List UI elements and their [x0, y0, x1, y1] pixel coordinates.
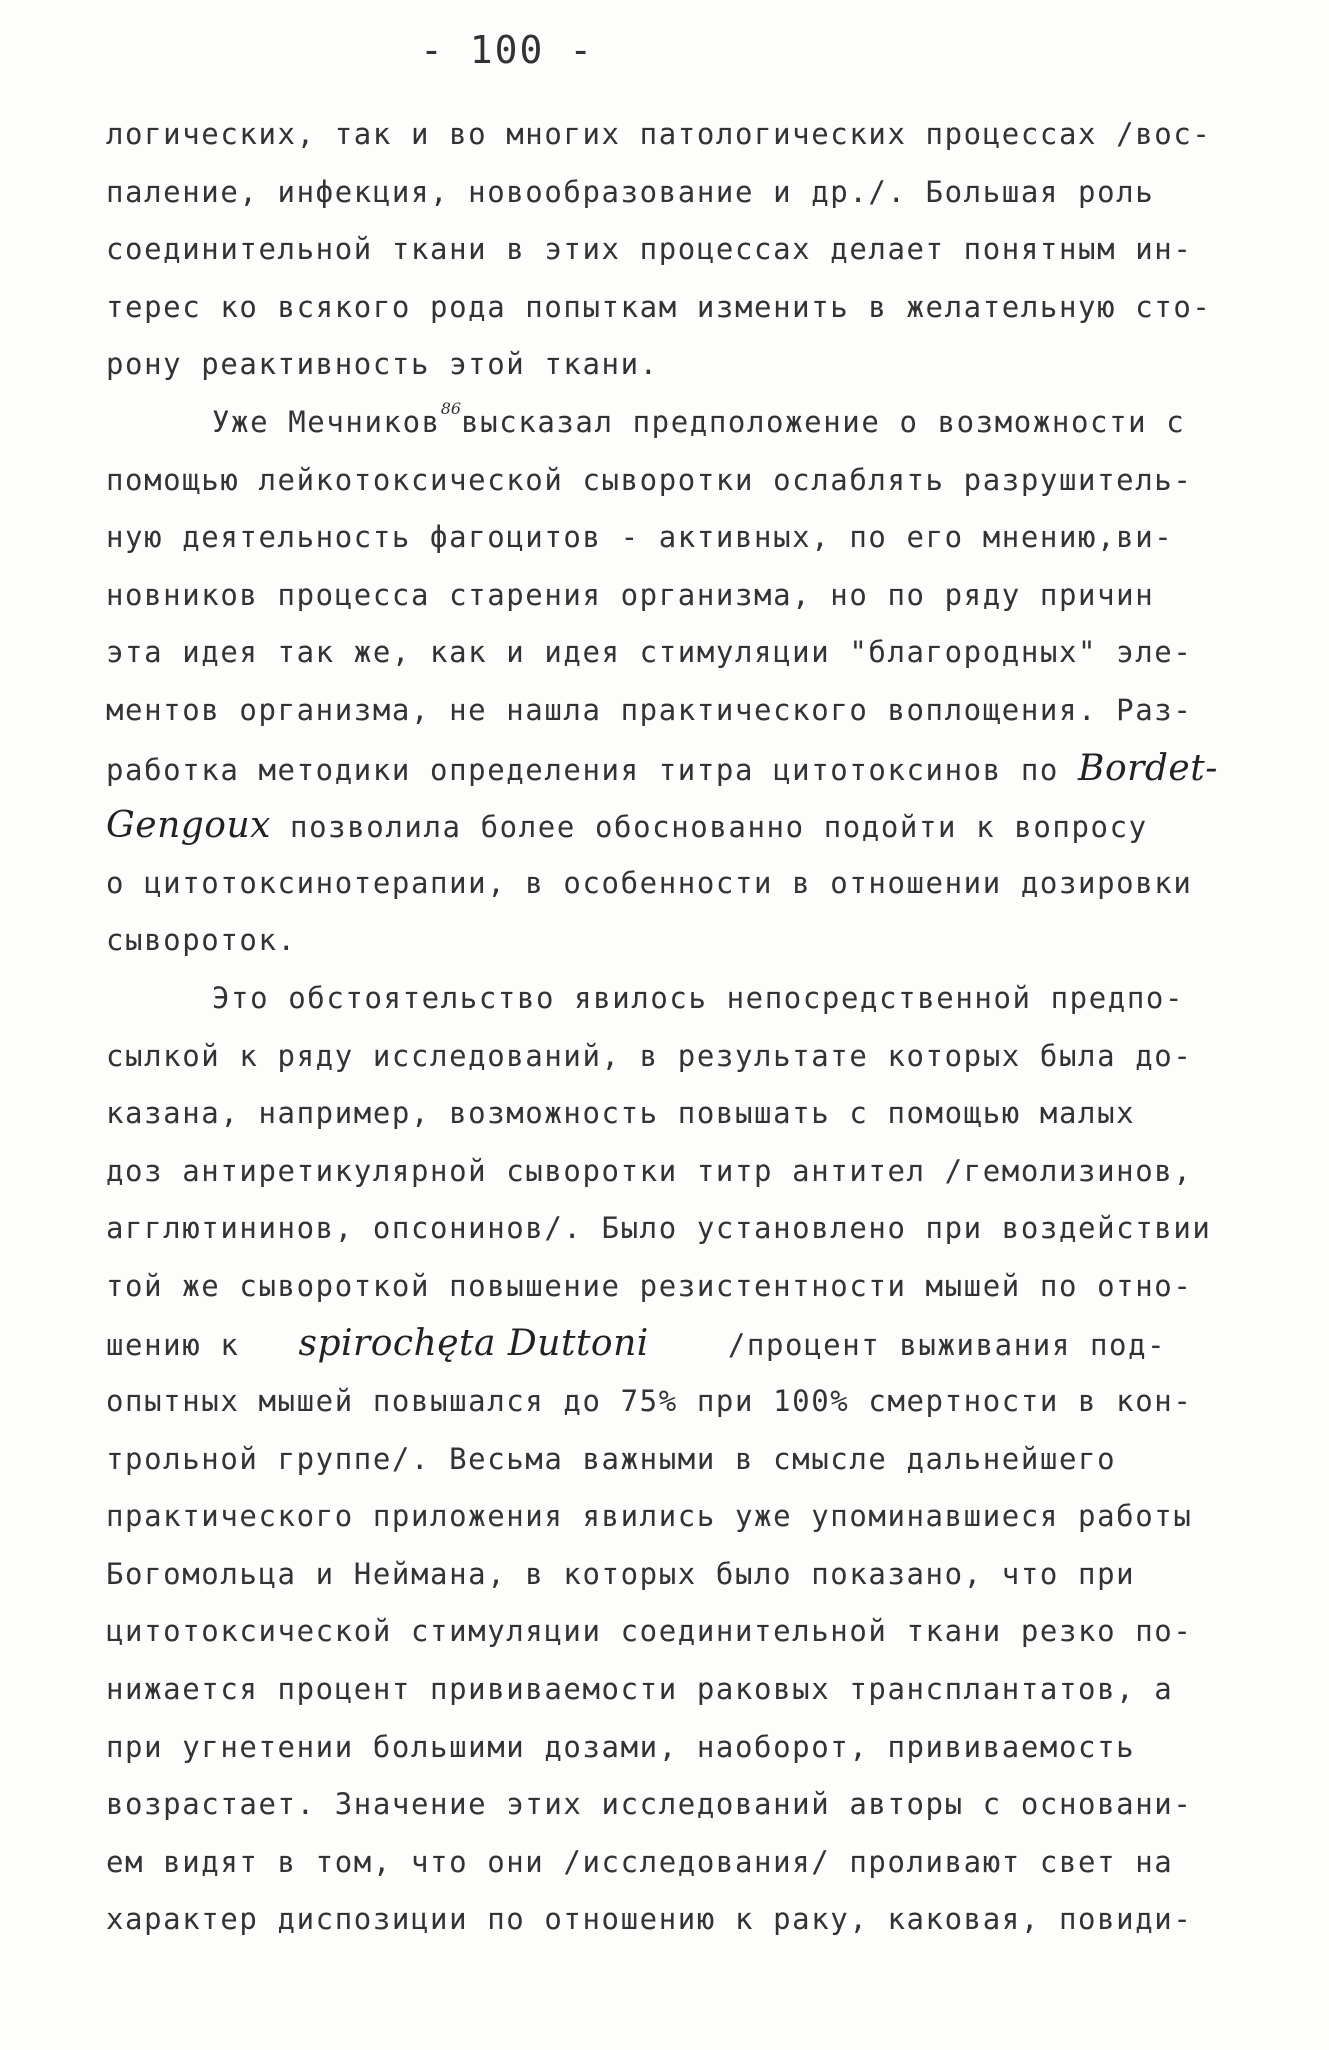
body-text — [106, 106, 1236, 1949]
text-line: ем видят в том, что они /исследования/ проливают свет на — [106, 1844, 1174, 1879]
text-line — [106, 394, 1236, 452]
handwritten-name: Gengoux — [106, 805, 271, 847]
text-line — [106, 740, 1236, 798]
text-line: трольной группе/. Весьма важными в смысле дальнейшего — [106, 1441, 1117, 1476]
text-line: логических, так и во многих патологических процессах /вос- — [106, 117, 1212, 151]
text-segment: работка методики определения титра цитотоксинов по — [106, 752, 1079, 787]
page-number: - 100 - — [420, 28, 595, 72]
text-line: терес ко всякого рода попыткам изменить в желательную сто- — [106, 289, 1212, 324]
text-line: сылкой к ряду исследований, в результате которых была до- — [106, 1038, 1193, 1073]
text-segment: шению к — [106, 1328, 259, 1363]
text-line: новников процесса старения организма, но по ряду причин — [106, 577, 1155, 612]
text-line: эта идея так же, как и идея стимуляции "благородных" эле- — [106, 635, 1193, 670]
text-line — [106, 797, 1236, 855]
text-line: о цитотоксинотерапии, в особенности в отношении дозировки — [106, 865, 1193, 900]
text-line — [106, 1315, 1236, 1373]
text-line: помощью лейкотоксической сыворотки ослаблять разрушитель- — [106, 462, 1193, 497]
text-line: при угнетении большими дозами, наоборот, прививаемость — [106, 1729, 1136, 1764]
text-line: возрастает. Значение этих исследований авторы с основани- — [106, 1787, 1193, 1822]
text-line: цитотоксической стимуляции соединительной ткани резко по- — [106, 1614, 1193, 1649]
text-line: паление, инфекция, новообразование и др./. Большая роль — [106, 174, 1155, 209]
text-line: ментов организма, не нашла практического воплощения. Раз- — [106, 692, 1193, 727]
text-line: характер диспозиции по отношению к раку, каковая, повиди- — [106, 1902, 1193, 1937]
text-segment: /процент выживания под- — [708, 1328, 1167, 1363]
handwritten-name: Bordet- — [1078, 747, 1218, 789]
text-line: Богомольца и Неймана, в которых было показано, что при — [106, 1556, 1136, 1591]
text-line: казана, например, возможность повышать с помощью малых — [106, 1096, 1136, 1131]
text-segment: высказал предположение о возможности с — [461, 404, 1186, 439]
handwritten-name: spirochęta Duttoni — [298, 1323, 649, 1365]
text-line: нижается процент прививаемости раковых трансплантатов, а — [106, 1672, 1174, 1707]
text-line: сывороток. — [106, 923, 297, 958]
text-line: ную деятельность фагоцитов - активных, по его мнению,ви- — [106, 520, 1174, 555]
text-segment: Уже Мечников — [212, 404, 441, 439]
text-line: опытных мышей повышался до 75% при 100% смертности в кон- — [106, 1384, 1193, 1419]
text-segment: позволила более обоснованно подойти к вопросу — [270, 810, 1148, 845]
text-line: рону реактивность этой ткани. — [106, 347, 659, 382]
text-line: той же сывороткой повышение резистентности мышей по отно- — [106, 1268, 1193, 1303]
text-line: доз антиретикулярной сыворотки титр антител /гемолизинов, — [106, 1153, 1193, 1188]
text-line: практического приложения явились уже упоминавшиеся работы — [106, 1499, 1193, 1534]
text-line: агглютининов, опсонинов/. Было установлено при воздействии — [106, 1211, 1212, 1246]
text-line: Это обстоятельство явилось непосредственной предпо- — [212, 980, 1185, 1015]
text-line: соединительной ткани в этих процессах делает понятным ин- — [106, 232, 1193, 267]
footnote-reference: 86 — [440, 398, 462, 418]
